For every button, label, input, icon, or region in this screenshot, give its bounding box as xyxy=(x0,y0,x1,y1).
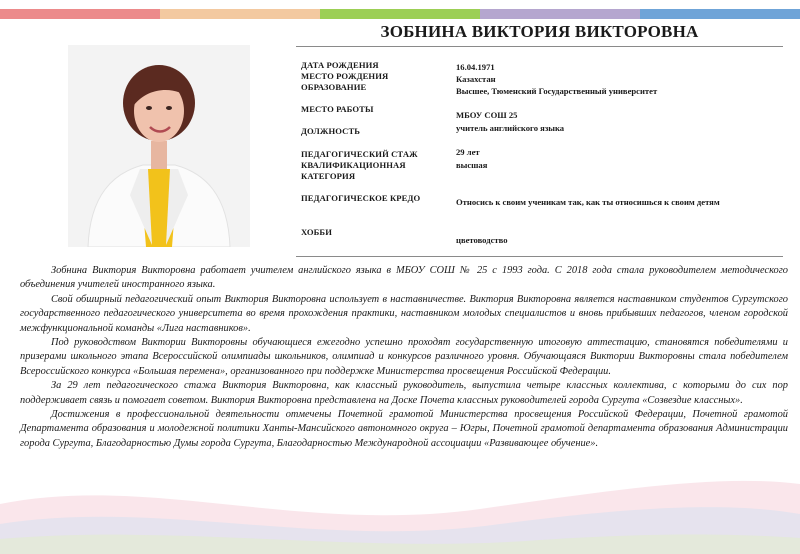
wave-pink xyxy=(0,481,800,554)
label-birth-date: ДАТА РОЖДЕНИЯ xyxy=(301,60,379,70)
value-credo: Относись к своим ученикам так, как ты относишься к своим детям xyxy=(456,197,720,207)
value-category: высшая xyxy=(456,160,488,170)
biography xyxy=(20,264,788,451)
value-education: Высшее, Тюменский Государственный университет xyxy=(456,86,658,96)
label-birth-place: МЕСТО РОЖДЕНИЯ xyxy=(301,71,389,81)
value-birth-place: Казахстан xyxy=(456,74,496,84)
color-strip xyxy=(0,9,800,19)
value-workplace: МБОУ СОШ 25 xyxy=(456,110,518,120)
label-experience: ПЕДАГОГИЧЕСКИЙ СТАЖ xyxy=(301,149,418,159)
strip-segment-1 xyxy=(0,9,160,19)
title-divider xyxy=(296,46,783,47)
label-hobby: ХОББИ xyxy=(301,227,333,237)
value-hobby: цветоводство xyxy=(456,235,508,245)
value-birth-date: 16.04.1971 xyxy=(456,62,495,72)
strip-segment-5 xyxy=(640,9,800,19)
strip-segment-2 xyxy=(160,9,320,19)
value-position: учитель английского языка xyxy=(456,123,565,133)
label-education: ОБРАЗОВАНИЕ xyxy=(301,82,367,92)
portrait-icon xyxy=(68,45,250,247)
bio-paragraph: Зобнина Виктория Викторовна работает учителем английского языка в МБОУ СОШ № 25 с 1993 года. С 2018 года стала руководителем методического объединения учителей иностранного языка. xyxy=(20,265,788,291)
portrait-photo xyxy=(68,45,250,247)
label-workplace: МЕСТО РАБОТЫ xyxy=(301,104,374,114)
strip-segment-3 xyxy=(320,9,480,19)
label-category: КВАЛИФИКАЦИОННАЯ КАТЕГОРИЯ xyxy=(301,160,406,181)
bio-paragraph: Свой обширный педагогический опыт Виктория Викторовна использует в наставничестве. Виктория Викторовна является наставником студентов Сургутского государственного педагогического университета во время прохождения практики, наставником молодых специалистов и вновь прибывших педагогов, членом городской межфункциональной команды «Лига наставников». xyxy=(20,293,788,334)
profile-divider xyxy=(296,256,783,257)
bio-paragraph: За 29 лет педагогического стажа Виктория Викторовна, как классный руководитель, выпустила четыре классных коллектива, с которыми до сих пор поддерживает связь и помогает советом. Виктория Викторовна представлена на Доске Почета классных руководителей города Сургута «Созвездие классных». xyxy=(20,380,788,406)
strip-segment-4 xyxy=(480,9,640,19)
wave-green xyxy=(0,535,800,554)
bio-paragraph: Достижения в профессиональной деятельности отмечены Почетной грамотой Министерства просвещения Российской Федерации, Почетной грамотой Департамента образования и молодежной политики Ханты-Мансийского автономного округа – Югры, Почетной грамотой департамента образования Администрации города Сургута, Благодарностью Думы города Сургута, Благодарностью Международной ассоциации «Развивающее обучение». xyxy=(20,409,788,449)
decorative-waves xyxy=(0,464,800,554)
wave-blue xyxy=(0,507,800,554)
page-title: ЗОБНИНА ВИКТОРИЯ ВИКТОРОВНА xyxy=(380,22,699,41)
label-position: ДОЛЖНОСТЬ xyxy=(301,126,361,136)
label-credo: ПЕДАГОГИЧЕСКОЕ КРЕДО xyxy=(301,193,421,203)
bio-paragraph: Под руководством Виктории Викторовны обучающиеся ежегодно успешно проходят государственную итоговую аттестацию, становятся победителями и призерами школьного этапа Всероссийской олимпиады школьников, олимпиад и конкурсов различного уровня. Обучающаяся Виктории Викторовны стала победителем Всероссийского конкурса «Большая перемена», организованного при поддержке Министерства просвещения Российской Федерации. xyxy=(20,337,788,377)
value-experience: 29 лет xyxy=(456,147,480,157)
